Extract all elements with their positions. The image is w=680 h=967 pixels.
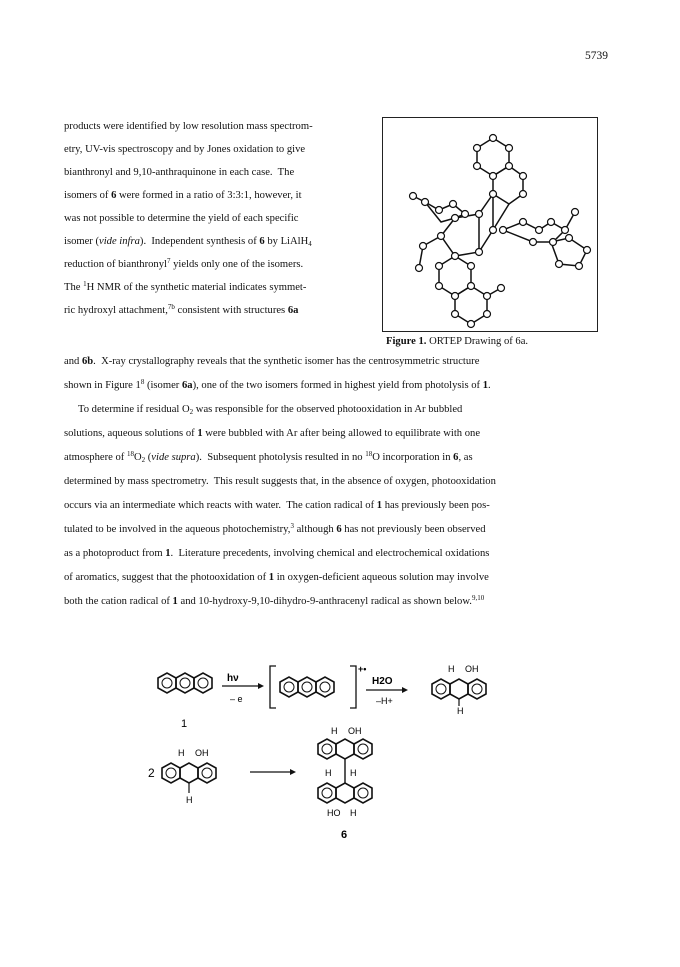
body-line-1: products were identified by low resolution mass spectrom- <box>64 121 313 132</box>
body-line-4: isomers of 6 were formed in a ratio of 3:3:1, however, it <box>64 190 302 201</box>
body-line-10: and 6b. X-ray crystallography reveals that the synthetic isomer has the centrosymmetric structure <box>64 356 480 367</box>
anthracene-1-structure <box>158 673 212 693</box>
charge-label: +• <box>358 664 367 674</box>
bracket-left <box>270 666 276 708</box>
h-label-d4: H <box>350 808 357 818</box>
body-line-8: The $^1$H NMR of the synthetic material indicates symmet- <box>64 280 307 293</box>
oh-label-r2: OH <box>195 748 209 758</box>
body-line-6: isomer (vide infra). Independent synthesis of 6 by LiAlH$_4$ <box>64 236 312 248</box>
oh-label-d1: OH <box>348 726 362 736</box>
body-line-9: ric hydroxyl attachment,$^{7b}$ consistent with structures 6a <box>64 303 299 316</box>
body-line-14: atmosphere of $^{18}O_2$ (vide supra). Subsequent photolysis resulted in no $^{18}$O incorporation in 6, as <box>64 450 473 464</box>
h-label-r2b: H <box>186 795 193 805</box>
body-line-5: was not possible to determine the yield of each specific <box>64 213 299 224</box>
body-line-16: occurs via an intermediate which reacts with water. The cation radical of 1 has previously been pos- <box>64 500 490 511</box>
ho-label-d: HO <box>327 808 341 818</box>
h-label-d2: H <box>325 768 332 778</box>
body-line-3: bianthronyl and 9,10-anthraquinone in each case. The <box>64 167 295 178</box>
minus-h-label: –H+ <box>376 696 393 706</box>
body-line-19: of aromatics, suggest that the photooxidation of 1 in oxygen-deficient aqueous solution may involve <box>64 572 489 583</box>
dimer-lower-structure <box>318 783 372 803</box>
radical-reactant-structure <box>162 763 216 783</box>
h-label-bottom: H <box>457 706 464 716</box>
dimer-upper-structure <box>318 739 372 759</box>
cation-radical-structure <box>280 677 334 697</box>
coefficient-2: 2 <box>148 766 155 780</box>
compound-label-1: 1 <box>181 718 188 730</box>
body-line-12: To determine if residual $O_2$ was responsible for the observed photooxidation in Ar bubbled <box>78 404 463 416</box>
hv-label: hν <box>227 673 239 684</box>
body-line-15: determined by mass spectrometry. This result suggests that, in the absence of oxygen, photooxidation <box>64 476 496 487</box>
body-line-20: both the cation radical of 1 and 10-hydroxy-9,10-dihydro-9-anthracenyl radical as shown below.$^{9,10}$ <box>64 594 485 607</box>
body-line-2: etry, UV-vis spectroscopy and by Jones oxidation to give <box>64 144 306 155</box>
body-line-13: solutions, aqueous solutions of 1 were bubbled with Ar after being allowed to equilibrate with one <box>64 428 481 439</box>
figure-1-caption: Figure 1. ORTEP Drawing of 6a. <box>386 336 529 347</box>
h-label-top: H <box>448 664 455 674</box>
page-number: 5739 <box>585 50 608 62</box>
hydroxy-radical-structure <box>432 679 486 699</box>
h2o-label: H2O <box>372 676 393 687</box>
h-label-d3: H <box>350 768 357 778</box>
bracket-right <box>350 666 356 708</box>
oh-label-top: OH <box>465 664 479 674</box>
h-label-d1: H <box>331 726 338 736</box>
h-label-r2: H <box>178 748 185 758</box>
compound-label-6: 6 <box>341 829 348 841</box>
body-line-7: reduction of bianthronyl$^7$ yields only one of the isomers. <box>64 257 304 270</box>
minus-electron-label: – e <box>230 694 243 704</box>
body-line-18: as a photoproduct from 1. Literature precedents, involving chemical and electrochemical oxidations <box>64 548 490 559</box>
body-line-11: shown in Figure $1^8$ (isomer 6a), one of the two isomers formed in highest yield from photolysis of 1. <box>64 378 491 391</box>
body-line-17: tulated to be involved in the aqueous photochemistry,$^3$ although 6 has not previously been observed <box>64 522 486 535</box>
